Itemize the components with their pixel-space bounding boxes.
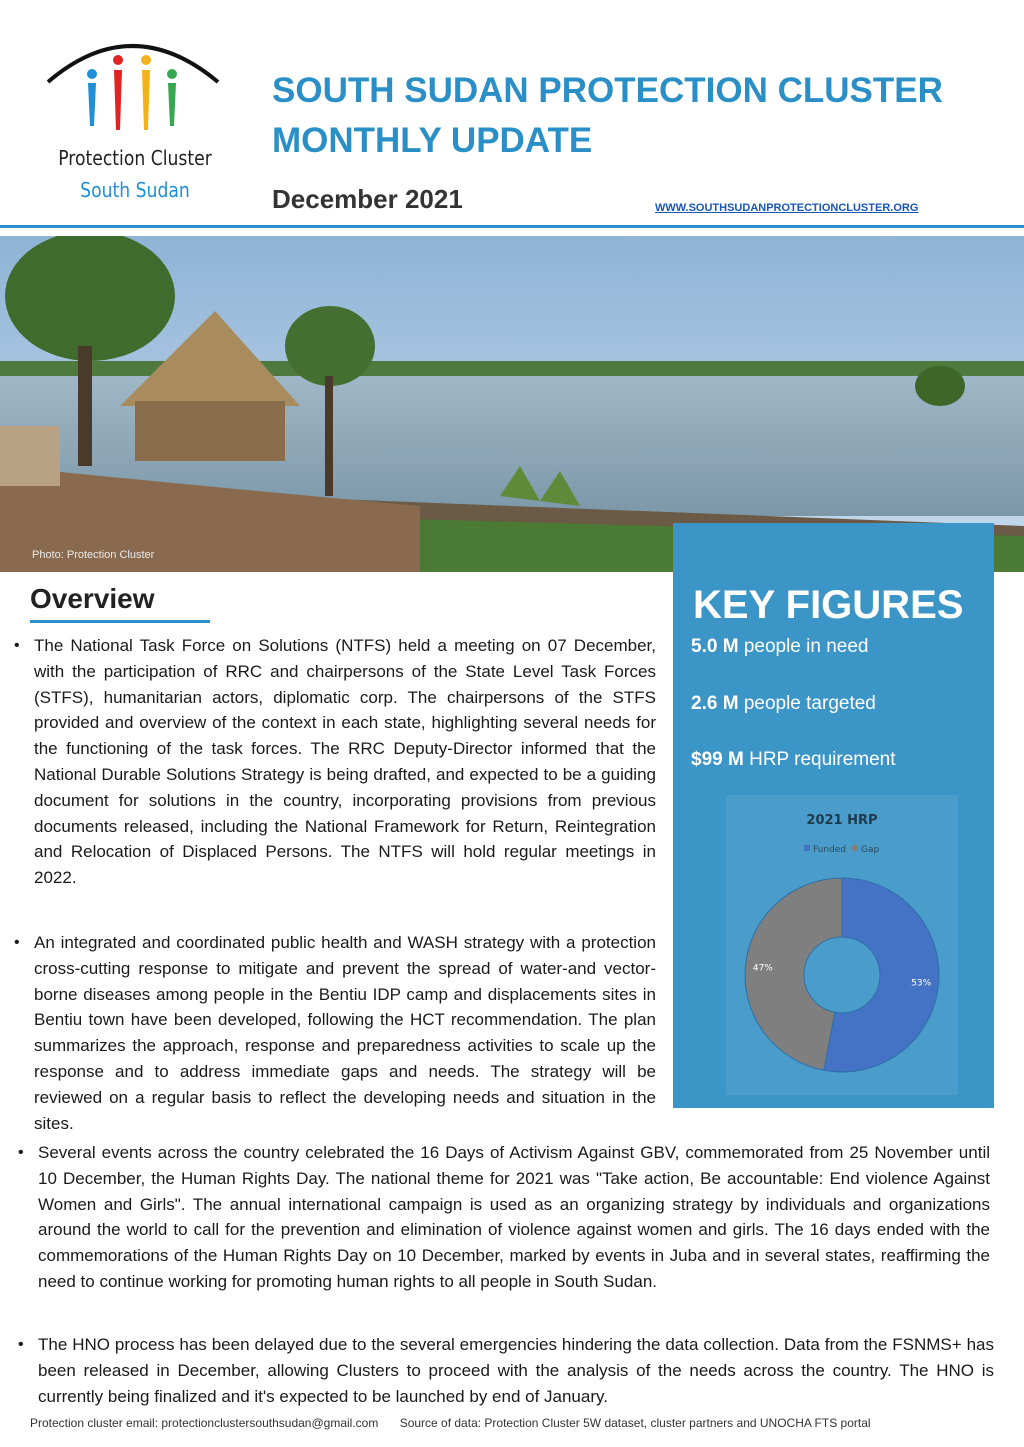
overview-paragraph-1: • The National Task Force on Solutions (NTFS) held a meeting on 07 December, with the participation of RRC and chairpersons of the State Level Task Forces (STFS), humanitarian actors, diplomatic corp. The chairpersons of the STFS provided and overview of the context in each state, highlighting several needs for the functioning of the task forces. The RRC Deputy-Director informed that the National Durable Solutions Strategy is being drafted, and expected to be a guiding document for solutions in the country, incorporating provisions from previous documents released, including the National Framework for Return, Reintegration and Relocation of Displaced Persons. The NTFS will hold regular meetings in 2022. (34, 633, 656, 891)
key-figure-label: HRP requirement (749, 749, 896, 770)
report-date: December 2021 (272, 184, 463, 214)
footer-source: Source of data: Protection Cluster 5W dataset, cluster partners and UNOCHA FTS portal (399, 1416, 871, 1430)
legend-swatch-gap (852, 845, 858, 851)
key-figure-label: people targeted (743, 693, 876, 714)
title-line1: SOUTH SUDAN PROTECTION CLUSTER (272, 71, 943, 110)
key-figure-people-targeted (691, 693, 876, 715)
page-title (272, 66, 972, 166)
logo-text-line1: Protection Cluster (58, 146, 212, 170)
hrp-donut-chart (726, 795, 958, 1095)
header-divider (0, 225, 1024, 228)
page-footer (30, 1416, 1000, 1430)
key-figure-value: 5.0 M (691, 636, 739, 657)
legend-label-gap: Gap (861, 845, 880, 855)
photo-credit: Photo: Protection Cluster (32, 549, 155, 561)
key-figures-panel (673, 523, 994, 1108)
website-link[interactable]: WWW.SOUTHSUDANPROTECTIONCLUSTER.ORG (655, 202, 919, 214)
key-figure-value: 2.6 M (691, 693, 739, 714)
hrp-chart-svg (726, 795, 958, 1095)
logo-figures-icon (40, 30, 230, 145)
protection-cluster-logo (40, 30, 230, 210)
title-line2: MONTHLY UPDATE (272, 121, 593, 160)
data-label-funded: 53% (911, 978, 932, 989)
legend-label-funded: Funded (813, 845, 847, 855)
chart-title: 2021 HRP (806, 813, 878, 828)
donut-slice-gap (745, 878, 842, 1070)
key-figure-people-in-need (691, 636, 868, 658)
overview-paragraph-2: • An integrated and coordinated public health and WASH strategy with a protection cross-cutting response to mitigate and prevent the spread of water-and vector- borne diseases among people in the Bentiu IDP camp and displacements sites in Bentiu town have been developed, following the HCT recommendation. The plan summarizes the approach, response and preparedness activities to scale up the response and to address immediate gaps and needs. The strategy will be reviewed on a regular basis to reflect the developing needs and situation in the sites. (34, 930, 656, 1136)
legend-swatch-funded (804, 845, 810, 851)
overview-paragraph-4: • The HNO process has been delayed due to the several emergencies hindering the data collection. Data from the FSNMS+ has been released in December, allowing Clusters to proceed with the analysis of the needs across the country. The HNO is currently being finalized and it's expected to be launched by end of January. (38, 1332, 994, 1409)
key-figure-value: $99 M (691, 749, 744, 770)
overview-paragraph-3: • Several events across the country celebrated the 16 Days of Activism Against GBV, commemorated from 25 November until 10 December, the Human Rights Day. The national theme for 2021 was "Take action, Be accountable: End violence Against Women and Girls". The annual international campaign is used as an organizing strategy by individuals and organizations around the world to call for the prevention and elimination of violence against women and girls. The 16 days ended with the commemorations of the Human Rights Day on 10 December, marked by events in Juba and in several states, reaffirming the need to continue working for promoting human rights to all people in South Sudan. (38, 1140, 990, 1295)
cover-photo (0, 236, 1024, 572)
footer-email: Protection cluster email: protectionclustersouthsudan@gmail.com (30, 1416, 379, 1430)
overview-underline (30, 620, 210, 623)
logo-text-line2: South Sudan (80, 178, 190, 202)
key-figures-heading: KEY FIGURES (693, 583, 964, 627)
key-figure-hrp-requirement (691, 749, 896, 771)
key-figure-label: people in need (743, 636, 869, 657)
overview-heading: Overview (30, 583, 155, 614)
data-label-gap: 47% (752, 963, 773, 974)
